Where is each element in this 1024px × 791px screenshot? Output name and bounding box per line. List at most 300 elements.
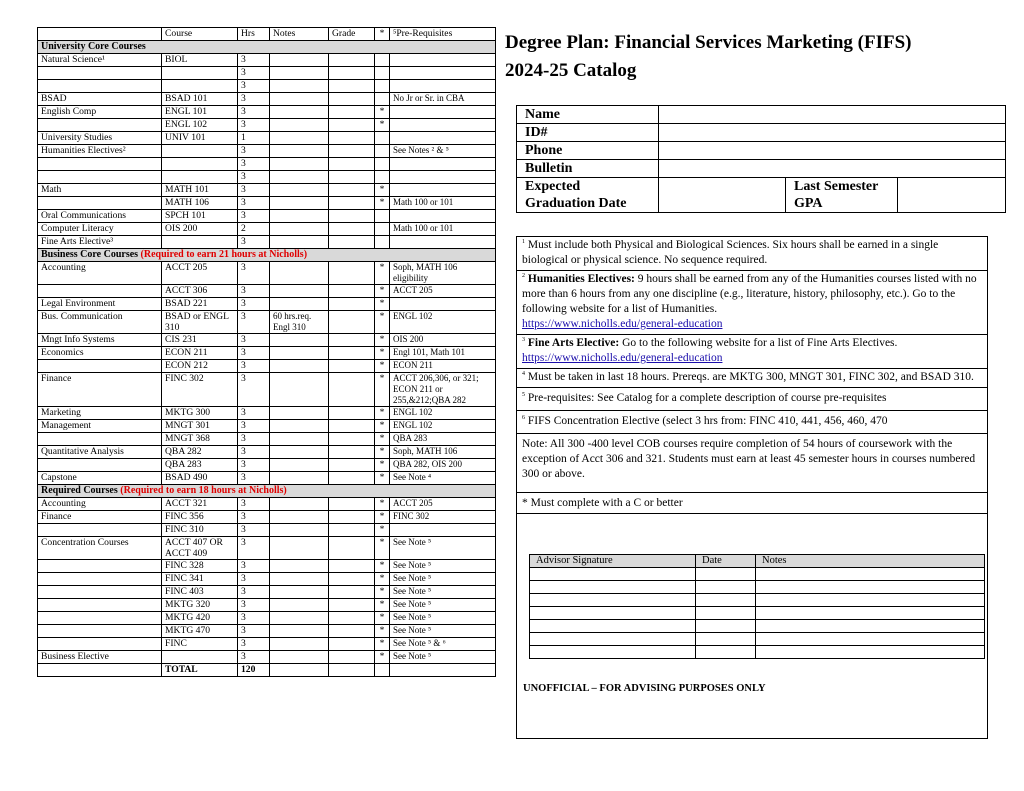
prereq-cell: QBA 283 xyxy=(390,433,496,446)
grade-cell[interactable] xyxy=(329,433,375,446)
area-cell: Finance xyxy=(38,511,162,524)
area-cell: Accounting xyxy=(38,498,162,511)
section-header xyxy=(38,249,496,262)
notes-cell xyxy=(270,433,329,446)
advisor-signature-cell[interactable] xyxy=(530,568,696,581)
hrs-cell: 1 xyxy=(238,132,270,145)
grade-cell[interactable] xyxy=(329,407,375,420)
date-cell[interactable] xyxy=(696,620,756,633)
header-star: * xyxy=(375,28,390,41)
notes-cell xyxy=(270,537,329,560)
prereq-cell: See Notes ² & ⁵ xyxy=(390,145,496,158)
area-cell xyxy=(38,119,162,132)
course-cell: MKTG 470 xyxy=(162,625,238,638)
table-row xyxy=(38,560,496,573)
area-cell xyxy=(38,599,162,612)
star-cell: * xyxy=(375,638,390,651)
grade-cell[interactable] xyxy=(329,145,375,158)
star-cell xyxy=(375,158,390,171)
prereq-cell xyxy=(390,158,496,171)
area-cell xyxy=(38,573,162,586)
table-row xyxy=(38,132,496,145)
hrs-cell: 3 xyxy=(238,407,270,420)
notes-cell xyxy=(270,498,329,511)
grade-cell[interactable] xyxy=(329,119,375,132)
hrs-cell: 3 xyxy=(238,210,270,223)
grade-cell[interactable] xyxy=(329,298,375,311)
advisor-table xyxy=(529,554,985,659)
prereq-cell: ECON 211 xyxy=(390,360,496,373)
course-cell: MKTG 320 xyxy=(162,599,238,612)
table-row xyxy=(38,197,496,210)
hrs-cell: 3 xyxy=(238,612,270,625)
unofficial-notice: UNOFFICIAL – FOR ADVISING PURPOSES ONLY xyxy=(523,683,766,694)
prereq-cell xyxy=(390,119,496,132)
bulletin-field[interactable] xyxy=(659,160,1006,178)
notes-cell xyxy=(270,347,329,360)
grade-cell[interactable] xyxy=(329,158,375,171)
course-cell: ACCT 321 xyxy=(162,498,238,511)
notes-cell xyxy=(270,236,329,249)
date-cell[interactable] xyxy=(696,633,756,646)
grade-cell[interactable] xyxy=(329,334,375,347)
advisor-body xyxy=(530,568,985,659)
star-cell: * xyxy=(375,298,390,311)
course-cell: BIOL xyxy=(162,54,238,67)
grade-cell[interactable] xyxy=(329,638,375,651)
grade-cell[interactable] xyxy=(329,612,375,625)
table-row xyxy=(38,511,496,524)
grade-cell[interactable] xyxy=(329,651,375,664)
hrs-cell: 3 xyxy=(238,236,270,249)
table-row xyxy=(38,498,496,511)
advisor-signature-cell[interactable] xyxy=(530,620,696,633)
grade-cell[interactable] xyxy=(329,446,375,459)
date-cell[interactable] xyxy=(696,646,756,659)
notes-cell xyxy=(270,223,329,236)
header-area xyxy=(38,28,162,41)
area-cell xyxy=(38,433,162,446)
table-row xyxy=(38,537,496,560)
grade-cell[interactable] xyxy=(329,586,375,599)
star-cell: * xyxy=(375,472,390,485)
hrs-cell: 3 xyxy=(238,158,270,171)
grade-cell[interactable] xyxy=(329,420,375,433)
course-cell xyxy=(162,236,238,249)
course-cell: BSAD 101 xyxy=(162,93,238,106)
advisor-notes-cell[interactable] xyxy=(756,646,985,659)
date-cell[interactable] xyxy=(696,581,756,594)
note-6: $^6$ FIFS Concentration Elective (select 3 hrs from: FINC 410, 441, 456, 460, 470 xyxy=(517,411,987,434)
star-cell: * xyxy=(375,537,390,560)
star-cell xyxy=(375,171,390,184)
hrs-cell: 3 xyxy=(238,560,270,573)
fine-arts-link[interactable]: https://www.nicholls.edu/general-education xyxy=(522,352,723,364)
advisor-row xyxy=(530,646,985,659)
grade-cell[interactable] xyxy=(329,236,375,249)
star-cell xyxy=(375,145,390,158)
course-cell: SPCH 101 xyxy=(162,210,238,223)
prereq-cell: ENGL 102 xyxy=(390,407,496,420)
area-cell: Computer Literacy xyxy=(38,223,162,236)
area-cell: University Studies xyxy=(38,132,162,145)
notes-cell xyxy=(270,373,329,407)
table-row xyxy=(38,420,496,433)
notes-cell xyxy=(270,93,329,106)
star-cell: * xyxy=(375,651,390,664)
header-hrs: Hrs xyxy=(238,28,270,41)
prereq-cell xyxy=(390,664,496,677)
table-row xyxy=(38,446,496,459)
grade-cell[interactable] xyxy=(329,67,375,80)
notes-cell xyxy=(270,119,329,132)
date-cell[interactable] xyxy=(696,594,756,607)
star-cell: * xyxy=(375,360,390,373)
table-row xyxy=(38,262,496,285)
table-row xyxy=(38,433,496,446)
notes-cell xyxy=(270,171,329,184)
notes-cell xyxy=(270,638,329,651)
notes-cell xyxy=(270,67,329,80)
section-title: Business Core Courses xyxy=(41,249,139,260)
prereq-cell xyxy=(390,54,496,67)
area-cell: Concentration Courses xyxy=(38,537,162,560)
star-cell: * xyxy=(375,586,390,599)
advisor-notes-cell[interactable] xyxy=(756,568,985,581)
table-row xyxy=(38,472,496,485)
notes-cell xyxy=(270,80,329,93)
area-cell: Finance xyxy=(38,373,162,407)
course-cell: MKTG 300 xyxy=(162,407,238,420)
table-row xyxy=(38,93,496,106)
prereq-cell: ENGL 102 xyxy=(390,420,496,433)
grade-cell[interactable] xyxy=(329,625,375,638)
grade-cell[interactable] xyxy=(329,373,375,407)
advisor-row xyxy=(530,620,985,633)
prereq-cell: Math 100 or 101 xyxy=(390,197,496,210)
last-semester-gpa-label: Last Semester GPA xyxy=(786,178,898,213)
area-cell xyxy=(38,67,162,80)
notes-cell xyxy=(270,599,329,612)
table-row xyxy=(38,373,496,407)
course-cell: MNGT 368 xyxy=(162,433,238,446)
prereq-cell: ENGL 102 xyxy=(390,311,496,334)
prereq-cell xyxy=(390,524,496,537)
course-cell: MKTG 420 xyxy=(162,612,238,625)
grade-cell[interactable] xyxy=(329,537,375,560)
area-cell xyxy=(38,360,162,373)
note-1: $^1$ Must include both Physical and Biological Sciences. Six hours shall be earned in a single biological or physical science. No sequence required. xyxy=(517,237,987,271)
star-cell xyxy=(375,210,390,223)
grade-cell[interactable] xyxy=(329,360,375,373)
notes-cell xyxy=(270,586,329,599)
prereq-cell: See Note ⁵ xyxy=(390,612,496,625)
advisor-row xyxy=(530,568,985,581)
advisor-row xyxy=(530,607,985,620)
grade-cell[interactable] xyxy=(329,223,375,236)
table-row xyxy=(38,599,496,612)
star-cell: * xyxy=(375,573,390,586)
grade-cell[interactable] xyxy=(329,560,375,573)
table-row xyxy=(38,67,496,80)
hrs-cell: 3 xyxy=(238,511,270,524)
course-cell: ACCT 407 OR ACCT 409 xyxy=(162,537,238,560)
star-cell: * xyxy=(375,511,390,524)
area-cell: Business Elective xyxy=(38,651,162,664)
course-cell: MATH 101 xyxy=(162,184,238,197)
area-cell: Bus. Communication xyxy=(38,311,162,334)
grade-cell[interactable] xyxy=(329,311,375,334)
course-cell: OIS 200 xyxy=(162,223,238,236)
area-cell: Natural Science¹ xyxy=(38,54,162,67)
prereq-cell xyxy=(390,184,496,197)
table-row xyxy=(38,158,496,171)
hrs-cell: 2 xyxy=(238,223,270,236)
hrs-cell: 3 xyxy=(238,586,270,599)
course-cell: BSAD 490 xyxy=(162,472,238,485)
notes-cell xyxy=(270,612,329,625)
table-row xyxy=(38,145,496,158)
advisor-signature-cell[interactable] xyxy=(530,633,696,646)
notes-cell xyxy=(270,184,329,197)
hrs-cell: 3 xyxy=(238,373,270,407)
total-hours: 120 xyxy=(238,664,270,677)
prereq-cell xyxy=(390,236,496,249)
grade-cell[interactable] xyxy=(329,171,375,184)
title-line-2: 2024-25 Catalog xyxy=(505,60,637,81)
table-row xyxy=(38,612,496,625)
note-3: $^3$ Fine Arts Elective: Go to the following website for a list of Fine Arts Electives. https://www.nicholls.edu/general-education xyxy=(517,335,987,369)
hrs-cell: 3 xyxy=(238,298,270,311)
area-cell: Mngt Info Systems xyxy=(38,334,162,347)
hrs-cell: 3 xyxy=(238,171,270,184)
advisor-notes-cell[interactable] xyxy=(756,607,985,620)
advisor-signature-cell[interactable] xyxy=(530,594,696,607)
grade-cell[interactable] xyxy=(329,347,375,360)
prereq-cell xyxy=(390,298,496,311)
area-cell: Fine Arts Elective³ xyxy=(38,236,162,249)
star-cell: * xyxy=(375,334,390,347)
course-cell: BSAD or ENGL 310 xyxy=(162,311,238,334)
phone-field[interactable] xyxy=(659,142,1006,160)
star-cell: * xyxy=(375,560,390,573)
course-cell xyxy=(162,651,238,664)
total-row xyxy=(38,664,496,677)
area-cell: Marketing xyxy=(38,407,162,420)
hrs-cell: 3 xyxy=(238,524,270,537)
advisor-signature-cell[interactable] xyxy=(530,646,696,659)
course-cell xyxy=(162,67,238,80)
grade-cell[interactable] xyxy=(329,262,375,285)
star-cell: * xyxy=(375,106,390,119)
course-cell: BSAD 221 xyxy=(162,298,238,311)
notes-cell xyxy=(270,651,329,664)
grade-cell[interactable] xyxy=(329,472,375,485)
notes-cell xyxy=(270,511,329,524)
grade-cell[interactable] xyxy=(329,498,375,511)
grade-cell[interactable] xyxy=(329,197,375,210)
course-body xyxy=(38,41,496,677)
total-label: TOTAL xyxy=(162,664,238,677)
grade-cell[interactable] xyxy=(329,184,375,197)
table-row xyxy=(38,347,496,360)
area-cell xyxy=(38,664,162,677)
hrs-cell: 3 xyxy=(238,262,270,285)
advisor-notes-cell[interactable] xyxy=(756,594,985,607)
hrs-cell: 3 xyxy=(238,119,270,132)
note-grade-requirement: * Must complete with a C or better xyxy=(517,493,987,514)
notes-cell xyxy=(270,285,329,298)
star-cell: * xyxy=(375,197,390,210)
grade-cell[interactable] xyxy=(329,511,375,524)
prereq-cell: See Note ⁵ xyxy=(390,560,496,573)
advisor-row xyxy=(530,594,985,607)
hrs-cell: 3 xyxy=(238,472,270,485)
advisor-signature-cell[interactable] xyxy=(530,581,696,594)
prereq-cell: ACCT 205 xyxy=(390,285,496,298)
section-title: University Core Courses xyxy=(41,41,146,52)
area-cell xyxy=(38,560,162,573)
grade-cell[interactable] xyxy=(329,573,375,586)
prereq-cell: See Note ⁵ xyxy=(390,537,496,560)
title-line-1: Degree Plan: Financial Services Marketing (FIFS) xyxy=(505,32,912,53)
course-cell xyxy=(162,158,238,171)
grade-cell[interactable] xyxy=(329,54,375,67)
course-cell xyxy=(162,80,238,93)
table-row xyxy=(38,625,496,638)
grade-cell[interactable] xyxy=(329,459,375,472)
date-cell[interactable] xyxy=(696,568,756,581)
area-cell: Accounting xyxy=(38,262,162,285)
star-cell xyxy=(375,93,390,106)
notes-cell xyxy=(270,298,329,311)
star-cell: * xyxy=(375,612,390,625)
table-header-row xyxy=(38,28,496,41)
section-title: Required Courses xyxy=(41,485,118,496)
name-field[interactable] xyxy=(659,106,1006,124)
prereq-cell: See Note ⁵ xyxy=(390,651,496,664)
area-cell xyxy=(38,459,162,472)
area-cell xyxy=(38,80,162,93)
section-requirement: (Required to earn 18 hours at Nicholls) xyxy=(120,485,287,496)
course-table xyxy=(37,27,496,677)
notes-cell xyxy=(270,54,329,67)
bulletin-label: Bulletin xyxy=(517,160,659,178)
hrs-cell: 3 xyxy=(238,197,270,210)
table-row xyxy=(38,334,496,347)
table-row xyxy=(38,80,496,93)
section-title-cell xyxy=(38,485,496,498)
course-cell: MATH 106 xyxy=(162,197,238,210)
area-cell: Humanities Electives² xyxy=(38,145,162,158)
course-cell xyxy=(162,145,238,158)
grade-cell[interactable] xyxy=(329,599,375,612)
hrs-cell: 3 xyxy=(238,537,270,560)
grade-cell[interactable] xyxy=(329,285,375,298)
notes-cell xyxy=(270,407,329,420)
hrs-cell: 3 xyxy=(238,433,270,446)
grade-cell[interactable] xyxy=(329,93,375,106)
prereq-cell: ACCT 205 xyxy=(390,498,496,511)
hrs-cell: 3 xyxy=(238,625,270,638)
course-cell: CIS 231 xyxy=(162,334,238,347)
notes-cell xyxy=(270,420,329,433)
notes-cell: 60 hrs.req. Engl 310 xyxy=(270,311,329,334)
grade-cell[interactable] xyxy=(329,210,375,223)
course-cell: ENGL 102 xyxy=(162,119,238,132)
grade-cell[interactable] xyxy=(329,132,375,145)
star-cell: * xyxy=(375,311,390,334)
notes-cell xyxy=(270,210,329,223)
table-row xyxy=(38,54,496,67)
area-cell xyxy=(38,625,162,638)
prereq-cell xyxy=(390,80,496,93)
course-cell: FINC 310 xyxy=(162,524,238,537)
notes-cell xyxy=(270,459,329,472)
date-header: Date xyxy=(696,555,756,568)
grade-cell[interactable] xyxy=(329,524,375,537)
table-row xyxy=(38,298,496,311)
star-cell: * xyxy=(375,119,390,132)
advisor-notes-cell[interactable] xyxy=(756,633,985,646)
notes-cell xyxy=(270,573,329,586)
advisor-notes-cell[interactable] xyxy=(756,581,985,594)
notes-cell xyxy=(270,446,329,459)
hrs-cell: 3 xyxy=(238,599,270,612)
humanities-link[interactable]: https://www.nicholls.edu/general-education xyxy=(522,318,723,330)
date-cell[interactable] xyxy=(696,607,756,620)
prereq-cell: QBA 282, OIS 200 xyxy=(390,459,496,472)
id-field[interactable] xyxy=(659,124,1006,142)
expected-graduation-label: Expected Graduation Date xyxy=(517,178,659,213)
course-cell: ENGL 101 xyxy=(162,106,238,119)
table-row xyxy=(38,407,496,420)
notes-cell xyxy=(270,262,329,285)
advisor-signature-cell[interactable] xyxy=(530,607,696,620)
note-4: $^4$ Must be taken in last 18 hours. Prereqs. are MKTG 300, MNGT 301, FINC 302, and BSAD 310. xyxy=(517,369,987,388)
table-row xyxy=(38,223,496,236)
hrs-cell: 3 xyxy=(238,80,270,93)
expected-graduation-field[interactable] xyxy=(659,178,786,213)
course-cell: FINC xyxy=(162,638,238,651)
notes-cell xyxy=(270,197,329,210)
prereq-cell: Math 100 or 101 xyxy=(390,223,496,236)
note-5: $^5$ Pre-requisites: See Catalog for a complete description of course pre-requisites xyxy=(517,388,987,411)
table-row xyxy=(38,106,496,119)
course-cell: QBA 283 xyxy=(162,459,238,472)
area-cell: BSAD xyxy=(38,93,162,106)
table-row xyxy=(38,236,496,249)
course-cell xyxy=(162,171,238,184)
notes-cell xyxy=(270,334,329,347)
grade-cell[interactable] xyxy=(329,106,375,119)
star-cell: * xyxy=(375,498,390,511)
prereq-cell: See Note ⁵ xyxy=(390,586,496,599)
area-cell: English Comp xyxy=(38,106,162,119)
star-cell: * xyxy=(375,262,390,285)
hrs-cell: 3 xyxy=(238,498,270,511)
grade-cell[interactable] xyxy=(329,80,375,93)
phone-label: Phone xyxy=(517,142,659,160)
advisor-notes-cell[interactable] xyxy=(756,620,985,633)
last-semester-gpa-field[interactable] xyxy=(898,178,1006,213)
area-cell: Legal Environment xyxy=(38,298,162,311)
notes-cell xyxy=(270,106,329,119)
area-cell xyxy=(38,524,162,537)
prereq-cell: See Note ⁵ xyxy=(390,599,496,612)
header-prereq: ⁵Pre-Requisites xyxy=(390,28,496,41)
table-row xyxy=(38,171,496,184)
